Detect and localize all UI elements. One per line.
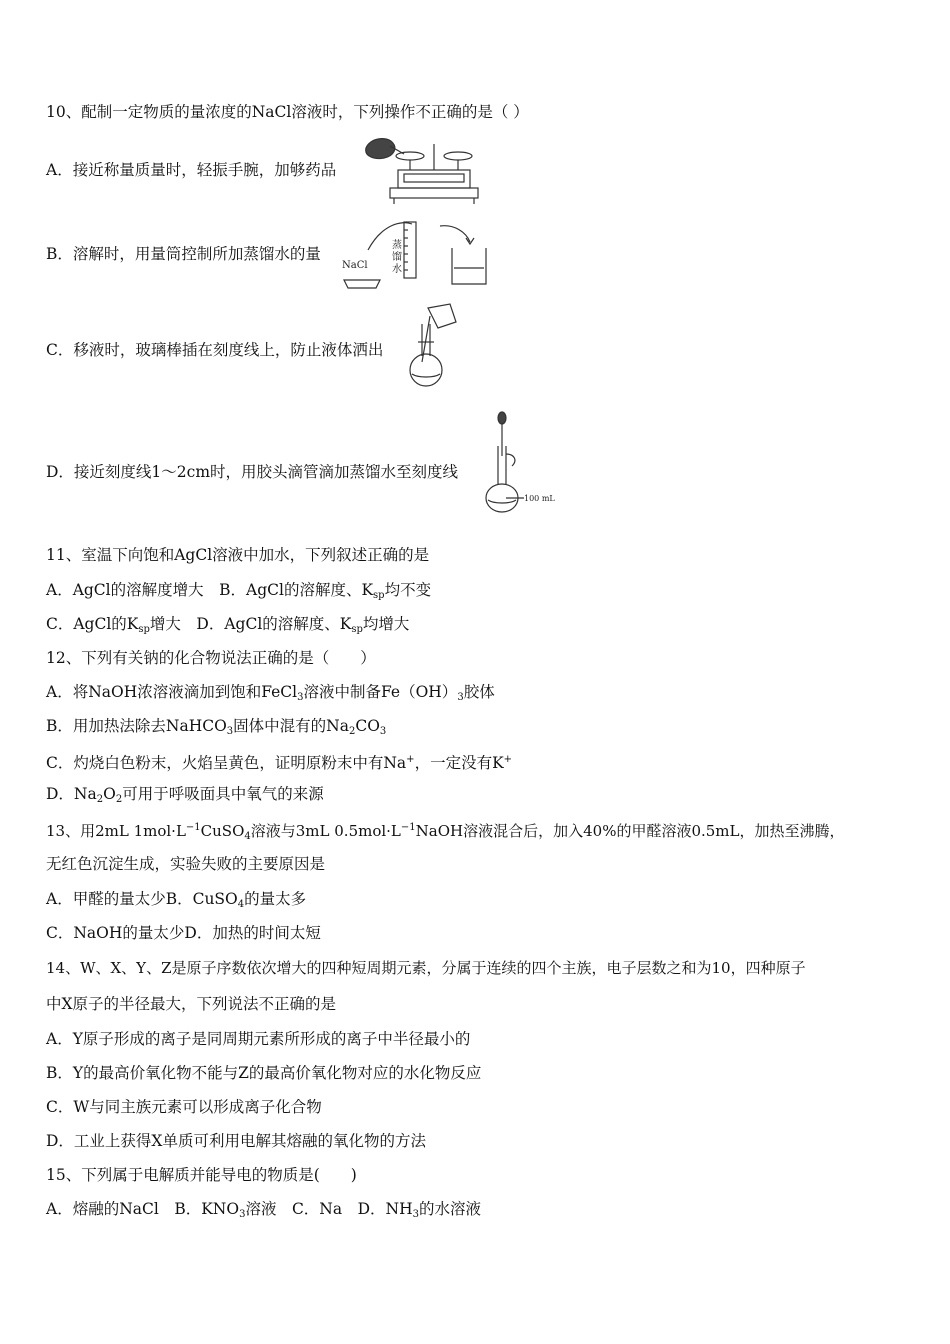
q10-option-c: C．移液时，玻璃棒插在刻度线上，防止液体洒出 — [46, 341, 384, 359]
q14-stem-line2: 中X原子的半径最大，下列说法不正确的是 — [46, 995, 337, 1013]
q14-option-b: B．Y的最高价氧化物不能与Z的最高价氧化物对应的水化物反应 — [46, 1064, 482, 1082]
water-label-3: 水 — [392, 264, 402, 275]
q12-stem: 12、下列有关钠的化合物说法正确的是（ ） — [46, 649, 376, 667]
q14-option-d: D．工业上获得X单质可利用电解其熔融的氧化物的方法 — [46, 1132, 426, 1150]
q14-stem-line1: 14、W、X、Y、Z是原子序数依次增大的四种短周期元素，分属于连续的四个主族，电子层数之和为10，四种原子 — [46, 959, 806, 977]
q10-option-b: B．溶解时，用量筒控制所加蒸馏水的量 — [46, 245, 321, 263]
q12-option-c: C．灼烧白色粉末，火焰呈黄色，证明原粉末中有Na+，一定没有K+ — [46, 754, 513, 772]
q12-option-b: B．用加热法除去NaHCO$_3$固体中混有的$Na_2CO_3$ — [46, 717, 387, 737]
q14-option-c: C．W与同主族元素可以形成离子化合物 — [46, 1098, 322, 1116]
q13-stem-line2: 无红色沉淀生成，实验失败的主要原因是 — [46, 855, 326, 873]
water-label-2: 馏 — [392, 252, 402, 263]
nacl-label: NaCl — [342, 260, 368, 271]
dropper-figure — [480, 410, 562, 514]
q13-options-cd: C．NaOH的量太少D．加热的时间太短 — [46, 924, 321, 942]
q10-stem: 10、配制一定物质的量浓度的NaCl溶液时，下列操作不正确的是（ ） — [46, 103, 529, 121]
q10-option-a: A．接近称量质量时，轻振手腕，加够药品 — [46, 161, 337, 179]
q11-options-ab: A．AgCl的溶解度增大 B．AgCl的溶解度、$K_{sp}$均不变 — [46, 581, 432, 601]
volume-label: 100 mL — [524, 494, 555, 503]
q12-option-d: D．$Na_2O_2$可用于呼吸面具中氧气的来源 — [46, 785, 324, 805]
water-label-1: 蒸 — [392, 240, 402, 251]
q12-option-a: A．将NaOH浓溶液滴加到饱和FeCl$_3$溶液中制备$Fe(OH)_3$胶体 — [46, 683, 495, 703]
q13-options-ab: A．甲醛的量太少B．CuSO$_4$的量太多 — [46, 890, 307, 910]
q14-option-a: A．Y原子形成的离子是同周期元素所形成的离子中半径最小的 — [46, 1030, 471, 1048]
q15-options: A．熔融的NaCl B．$KNO_3$溶液 C．Na D．$NH_3$的水溶液 — [46, 1200, 481, 1220]
q15-stem: 15、下列属于电解质并能导电的物质是( ) — [46, 1166, 357, 1184]
q10-option-d: D．接近刻度线1～2cm时，用胶头滴管滴加蒸馏水至刻度线 — [46, 463, 459, 481]
dissolve-figure — [342, 218, 490, 290]
q11-stem: 11、室温下向饱和AgCl溶液中加水，下列叙述正确的是 — [46, 546, 430, 564]
transfer-figure — [404, 302, 464, 390]
balance-figure — [360, 134, 480, 208]
q11-options-cd: C．AgCl的$K_{sp}$增大 D．AgCl的溶解度、$K_{sp}$均增大 — [46, 615, 410, 635]
q13-stem-line1: 13、用2mL $1mol\cdot L^{-1}CuSO_4$溶液与3mL $0.5mol\cdot L^{-1}NaOH$溶液混合后，加入40%的甲醛溶液0.5mL，加热至沸腾， — [46, 822, 845, 842]
